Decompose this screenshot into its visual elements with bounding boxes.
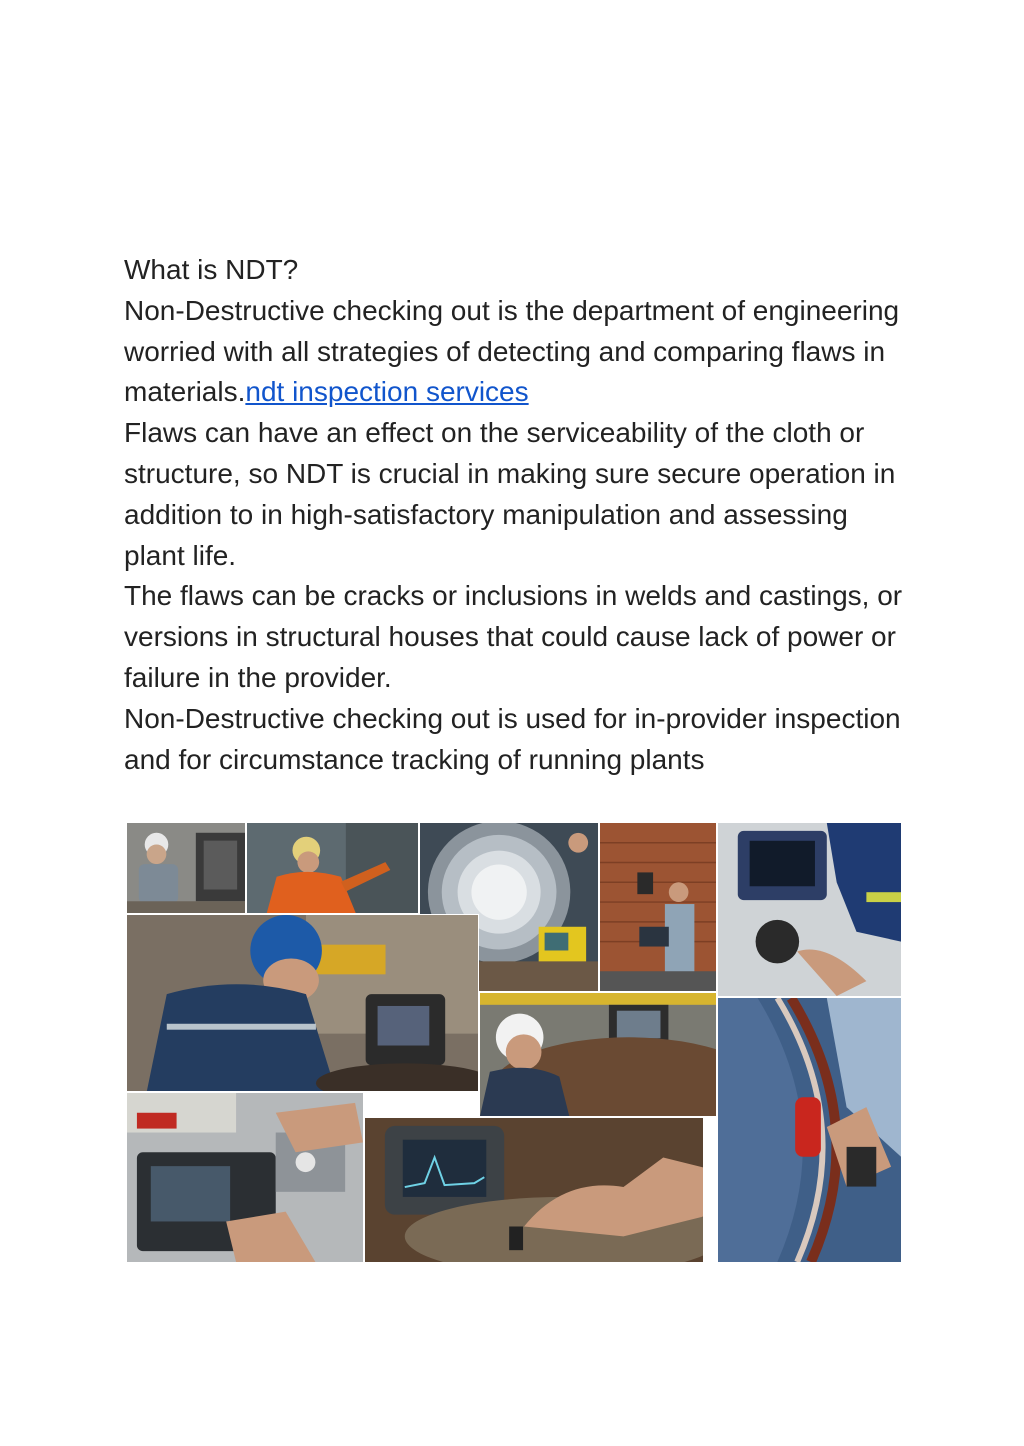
photo-worker-orange-jacket [246,822,419,914]
paragraph-intro-continued: Flaws can have an effect on the serviceability of the cloth or structure, so NDT is crucial in making sure secure operation in addition to in high-satisfactory manipulation and assessing plant life. [124,417,896,571]
photo-worker-with-case [126,822,246,914]
photo-ultrasonic-device-hand [364,1117,704,1263]
article-heading: What is NDT? [124,254,299,285]
ndt-inspection-services-link[interactable]: ndt inspection services [245,376,529,408]
photo-probe-device-closeup [717,822,902,997]
ndt-photo-collage [126,822,902,1263]
paragraph-intro [124,291,914,577]
paragraph-intro-text: Non-Destructive checking out is the department of engineering worried with all strategies of detecting and comparing flaws in materials. [124,294,900,408]
photo-worker-hard-hat-equipment [126,914,479,1092]
photo-brick-wall-inspection [599,822,717,992]
photo-flaw-detector-calibration [126,1092,364,1263]
paragraph-flaws: The flaws can be cracks or inclusions in welds and castings, or versions in structural houses that could cause lack of power or failure in the provider. [124,580,903,693]
article-body [124,250,914,780]
paragraph-usage: Non-Destructive checking out is used for in-provider inspection and for circumstance tracking of running plants [124,702,901,775]
photo-weld-seam-inspection [717,997,902,1263]
photo-inspector-pipe-scan [479,992,717,1117]
